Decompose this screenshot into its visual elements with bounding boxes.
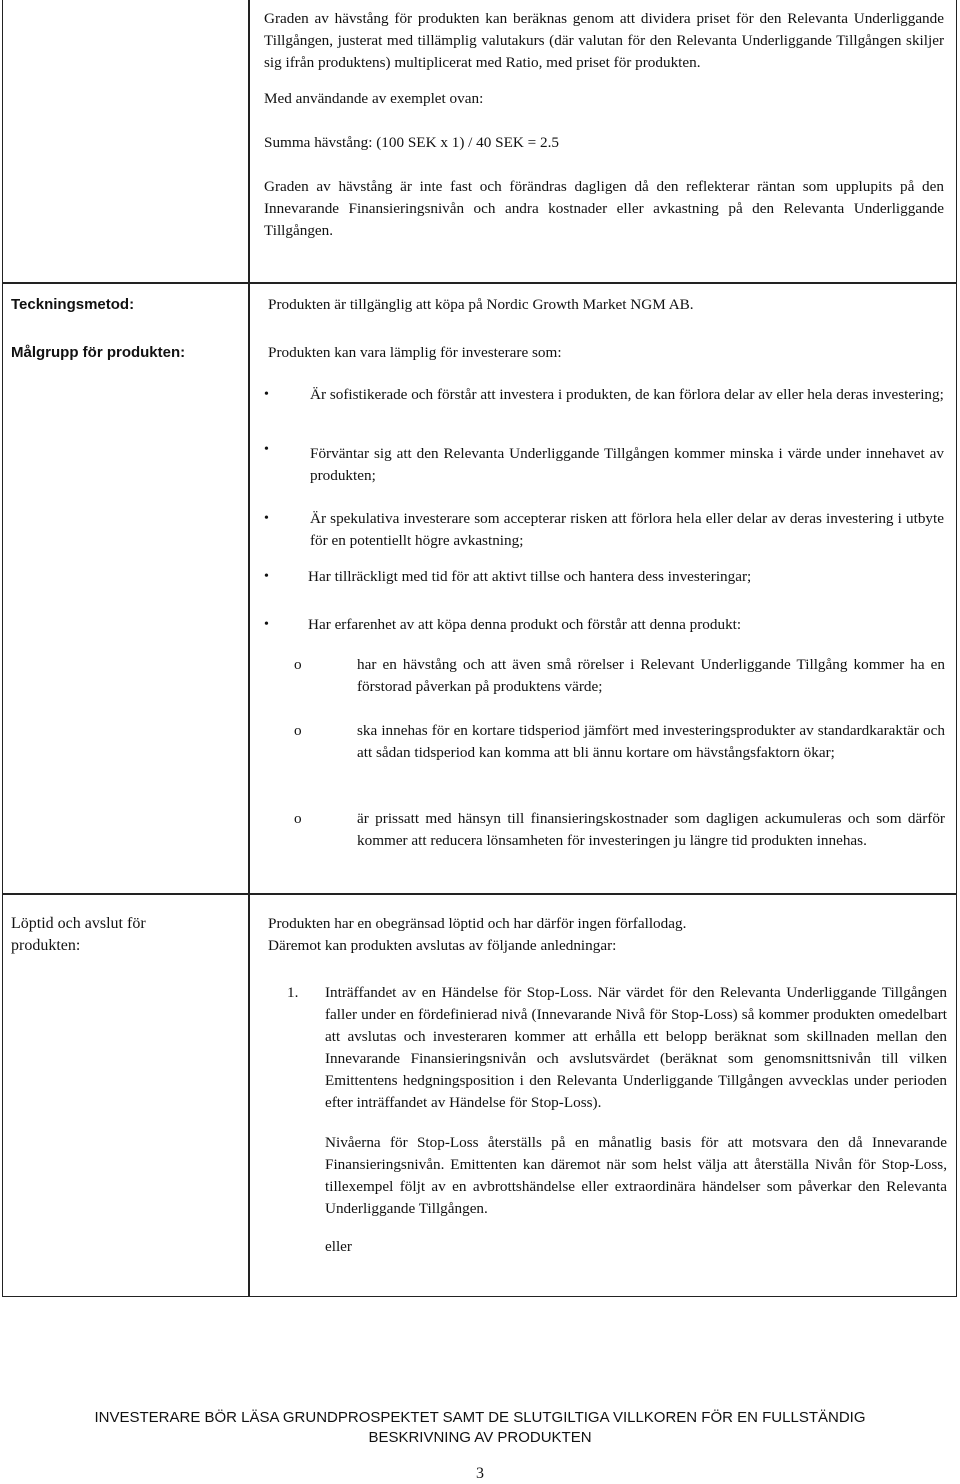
sub-bullet-icon: o <box>294 656 302 673</box>
bullet-icon: • <box>264 387 269 402</box>
bullet-icon: • <box>264 511 269 526</box>
leverage-formula: Summa hävstång: (100 SEK x 1) / 40 SEK = 2.5 <box>264 134 560 151</box>
column-divider <box>248 0 250 1297</box>
sub-bullet-icon: o <box>294 722 302 739</box>
sub-bullet-icon: o <box>294 810 302 827</box>
item-number: 1. <box>287 984 299 1001</box>
page-number: 3 <box>476 1465 484 1482</box>
leverage-cell <box>264 8 944 242</box>
or-text: eller <box>325 1238 352 1255</box>
bullet-icon: • <box>264 617 269 632</box>
term-intro: Produkten har en obegränsad löptid och har därför ingen förfallodag. Däremot kan produkten avslutas av följande anledningar: <box>268 915 687 954</box>
subscription-text: Produkten är tillgänglig att köpa på Nordic Growth Market NGM AB. <box>268 296 694 313</box>
leverage-note: Graden av hävstång är inte fast och förändras dagligen då den reflekterar räntan som upplupits på den Innevarande Finansieringsnivån och andra kostnader eller avkastning på den Relevanta Underliggande Tillgången. <box>264 178 944 239</box>
stop-loss-paragraph: Inträffandet av en Händelse för Stop-Loss. När värdet för den Relevanta Underliggande Tillgången faller under en fördefinierad nivå (Innevarande Nivå för Stop-Loss) så kommer produkten omedelbart att avslutas och investeraren kommer att erhålla ett belopp beräknat som skillnaden mellan den Innevarande Finansieringsnivån och avslutsvärdet (beräknat som genomsnittsnivån till vilken Emittentens hedgningsposition i den Relevanta Underliggande Tillgången avvecklas under perioden efter inträffandet av Händelse för Stop-Loss). <box>325 984 947 1111</box>
target-group-label: Målgrupp för produkten: <box>11 344 186 361</box>
info-table <box>2 0 957 1297</box>
target-group-list: • Är sofistikerade och förstår att investera i produkten, de kan förlora delar av eller hela deras investering; • Förväntar sig att den Relevanta Underliggande Tillgången kommer minska i värde under innehavet av produkten; • Är spekulativa investerare som accepterar risken att förlora hela eller delar av deras investering i utbyte för en potentiellt högre avkastning; • Har tillräckligt med tid för att aktivt tillse och hantera dess investeringar; • Har erfarenhet av att köpa denna produkt och förstår att denna produkt: o har en hävstång och att även små rörelser i Relevant Underliggande Tillgång kommer ha en förstorad påverkan på produktens värde; o ska innehas för en kortare tidsperiod jämfört med investeringsprodukter av standardkaraktär och att sådan tidsperiod kan komma att bli ännu kortare om hävstångsfaktorn ökar; o är prissatt med hänsyn till finansieringskostnader som dagligen ackumuleras och som därför kommer att reducera lönsamheten för investeringen ju längre tid produkten innehas. <box>264 386 945 849</box>
term-label: Löptid och avslut för produkten: <box>11 915 146 954</box>
row-divider <box>3 282 956 284</box>
footer-notice: INVESTERARE BÖR LÄSA GRUNDPROSPEKTET SAMT DE SLUTGILTIGA VILLKOREN FÖR EN FULLSTÄNDIG BESKRIVNING AV PRODUKTEN <box>94 1409 866 1446</box>
bullet-icon: • <box>264 569 269 584</box>
leverage-paragraph: Graden av hävstång för produkten kan beräknas genom att dividera priset för den Relevanta Underliggande Tillgången, justerat med tillämplig valutakurs (där valutan för den Relevanta Underliggande Tillgången skiljer sig ifrån produktens) multiplicerat med Ratio, med priset för produkten. <box>264 10 944 71</box>
row-divider <box>3 893 956 895</box>
bullet-icon: • <box>264 442 269 457</box>
target-group-intro: Produkten kan vara lämplig för investerare som: <box>268 344 562 361</box>
example-intro: Med användande av exemplet ovan: <box>264 90 484 107</box>
subscription-label: Teckningsmetod: <box>11 296 135 313</box>
stop-loss-reset-paragraph: Nivåerna för Stop-Loss återställs på en månatlig basis för att motsvara den då Innevarande Finansieringsnivån. Emittenten kan däremot när som helst välja att återställa Nivån för Stop-Loss, tillexempel följt av en avbrottshändelse eller extraordinära händelser som påverkar den Relevanta Underliggande Tillgången. <box>325 1134 947 1217</box>
